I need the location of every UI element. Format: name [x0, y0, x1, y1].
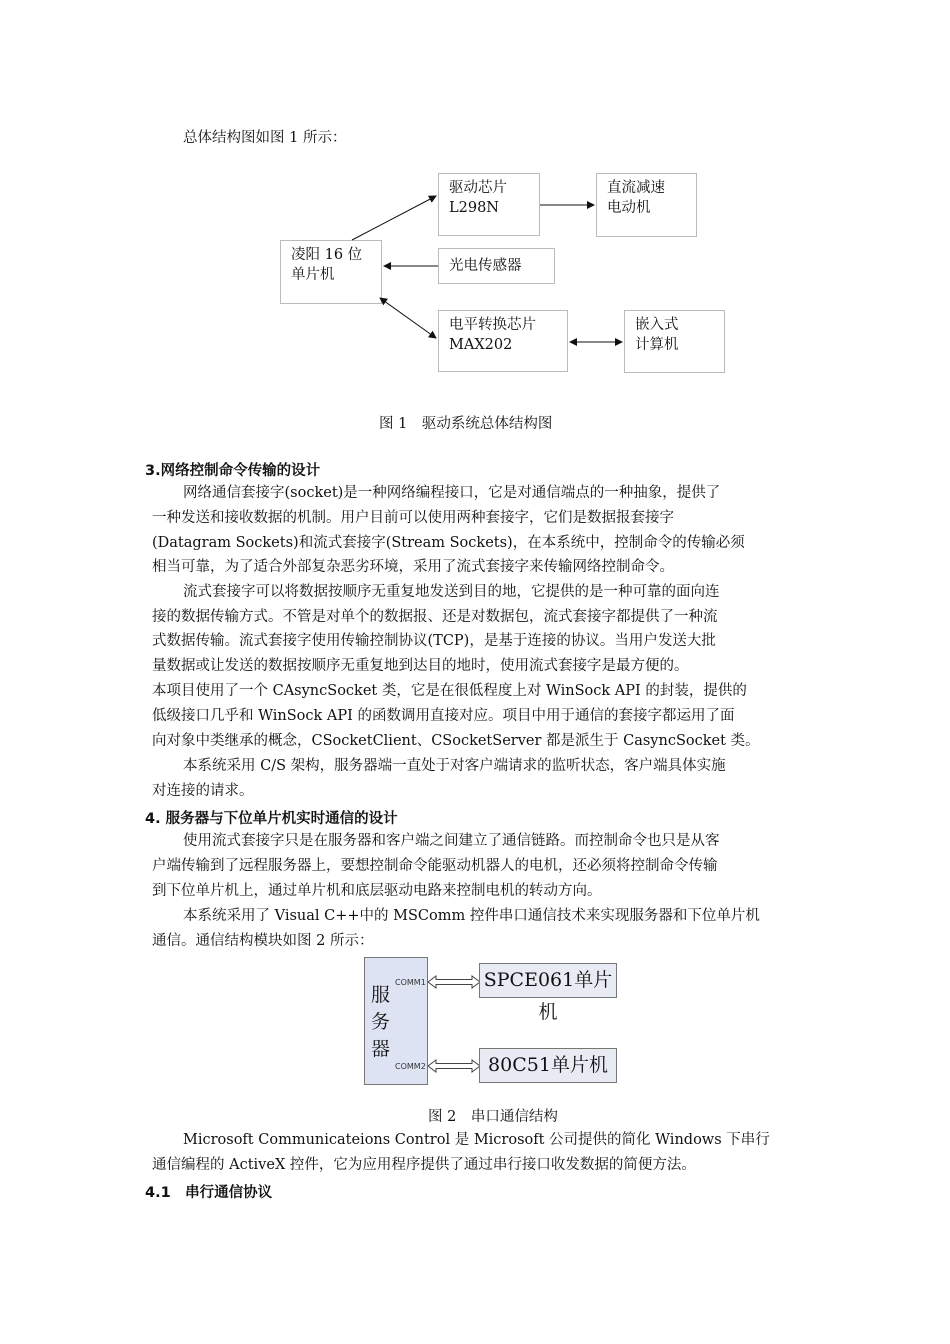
paragraph-line: 量数据或让发送的数据按顺序无重复地到达目的地时，使用流式套接字是最方便的。 [152, 658, 689, 674]
paragraph-line: 低级接口几乎和 WinSock API 的函数调用直接对应。项目中用于通信的套接字都运用了面 [152, 708, 735, 724]
paragraph-line: 户端传输到了远程服务器上，要想控制命令能驱动机器人的电机，还必须将控制命令传输 [152, 858, 718, 874]
embedded-label-1: 嵌入式 [635, 317, 679, 333]
paragraph-line: 网络通信套接字(socket)是一种网络编程接口，它是对通信端点的一种抽象，提供了 [183, 485, 721, 501]
level-label-2: MAX202 [449, 337, 513, 353]
motor-label-1: 直流减速 [607, 180, 665, 196]
server-char: 服 [371, 984, 391, 1006]
sensor-label: 光电传感器 [449, 258, 522, 274]
comm1-label: COMM1 [395, 978, 426, 987]
paragraph-line: 本系统采用了 Visual C++中的 MSComm 控件串口通信技术来实现服务器和下位单片机 [183, 908, 760, 924]
spce061-box: SPCE061单片机 [479, 963, 617, 998]
mcu-label-1: 凌阳 16 位 [291, 247, 363, 263]
paragraph-line: 向对象中类继承的概念，CSocketClient、CSocketServer 都是派生于 CasyncSocket 类。 [152, 733, 760, 749]
c51-box: 80C51单片机 [479, 1048, 617, 1083]
level-label-1: 电平转换芯片 [449, 317, 536, 333]
paragraph-line: (Datagram Sockets)和流式套接字(Stream Sockets)，在本系统中，控制命令的传输必须 [152, 535, 745, 551]
server-char: 器 [371, 1038, 391, 1060]
figure-2-caption: 图 2 串口通信结构 [428, 1109, 558, 1125]
paragraph-line: 流式套接字可以将数据按顺序无重复地发送到目的地，它提供的是一种可靠的面向连 [183, 584, 720, 600]
comm1-double-arrow [428, 976, 480, 988]
driver-label-1: 驱动芯片 [449, 180, 507, 196]
embedded-label-2: 计算机 [635, 337, 679, 353]
section-4-heading: 4. 服务器与下位单片机实时通信的设计 [145, 811, 398, 827]
paragraph-line: 相当可靠，为了适合外部复杂恶劣环境，采用了流式套接字来传输网络控制命令。 [152, 559, 674, 575]
paragraph-line: 本系统采用 C/S 架构，服务器端一直处于对客户端请求的监听状态，客户端具体实施 [183, 758, 726, 774]
paragraph-line: 到下位单片机上，通过单片机和底层驱动电路来控制电机的转动方向。 [152, 883, 602, 899]
comm2-double-arrow [428, 1060, 480, 1072]
paragraph-line: 一种发送和接收数据的机制。用户目前可以使用两种套接字，它们是数据报套接字 [152, 510, 674, 526]
paragraph-line: 式数据传输。流式套接字使用传输控制协议(TCP)，是基于连接的协议。当用户发送大批 [152, 633, 716, 649]
paragraph-line: 对连接的请求。 [152, 783, 254, 799]
comm2-label: COMM2 [395, 1062, 426, 1071]
paragraph-line: Microsoft Communicateions Control 是 Microsoft 公司提供的简化 Windows 下串行 [183, 1132, 770, 1148]
server-char: 务 [371, 1011, 391, 1033]
paragraph-line: 通信编程的 ActiveX 控件，它为应用程序提供了通过串行接口收发数据的简便方法。 [152, 1157, 696, 1173]
intro-line: 总体结构图如图 1 所示： [183, 130, 347, 146]
paragraph-line: 接的数据传输方式。不管是对单个的数据报、还是对数据包，流式套接字都提供了一种流 [152, 609, 718, 625]
paragraph-line: 通信。通信结构模块如图 2 所示： [152, 933, 374, 949]
section-3-heading: 3.网络控制命令传输的设计 [145, 463, 321, 479]
paragraph-line: 使用流式套接字只是在服务器和客户端之间建立了通信链路。而控制命令也只是从客 [183, 833, 720, 849]
motor-label-2: 电动机 [607, 200, 651, 216]
figure-1-caption: 图 1 驱动系统总体结构图 [379, 416, 553, 432]
paragraph-line: 本项目使用了一个 CAsyncSocket 类，它是在很低程度上对 WinSock API 的封装，提供的 [152, 683, 747, 699]
section-4-1-heading: 4.1 串行通信协议 [145, 1185, 273, 1201]
driver-label-2: L298N [449, 200, 499, 216]
mcu-label-2: 单片机 [291, 267, 335, 283]
